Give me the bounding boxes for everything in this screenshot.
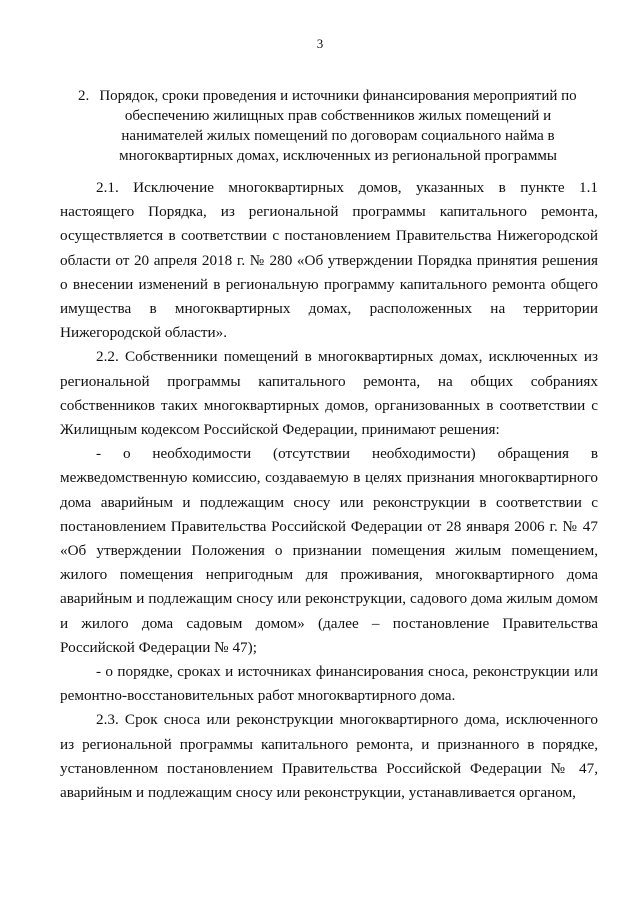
section-title: Порядок, сроки проведения и источники финансирования мероприятий по обеспечению жилищных прав собственников жилых помещений и нанимателей жилых помещений по договорам социального найма в многоквартирных домах, исключенных из региональной программы [99,88,577,164]
paragraph-2-3: 2.3. Срок сноса или реконструкции многоквартирного дома, исключенного из региональной программы капитального ремонта, и признанного в порядке, установленном постановлением Правительства Российской Федерации № 47, аварийным и подлежащим сносу или реконструкции, устанавливается органом, [60,711,598,802]
paragraph-2-1: 2.1. Исключение многоквартирных домов, указанных в пункте 1.1 настоящего Порядка, из региональной программы капитального ремонта, осуществляется в соответствии с постановлением Правительства Нижегородской области от 20 апреля 2018 г. № 280 «Об утверждении Порядка принятия решения о внесении изменений в региональную программу капитального ремонта общего имущества в многоквартирных домах, расположенных на территории Нижегородской области». [60,179,598,342]
list-item-commission: - о необходимости (отсутствии необходимости) обращения в межведомственную комиссию, создаваемую в целях признания многоквартирного дома аварийным и подлежащим сносу или реконструкции в соответствии с постановлением Правительства Российской Федерации от 28 января 2006 г. № 47 «Об утверждении Положения о признании помещения жилым помещением, жилого помещения непригодным для проживания, многоквартирного дома аварийным и подлежащим сносу или реконструкции, садового дома жилым домом и жилого дома садовым домом» (далее – постановление Правительства Российской Федерации № 47); [60,445,598,656]
page-number: 3 [316,36,324,51]
document-body [60,176,598,805]
section-heading [78,86,588,166]
section-number: 2. [78,88,90,104]
paragraph-2-2: 2.2. Собственники помещений в многоквартирных домах, исключенных из региональной программы капитального ремонта, на общих собраниях собственников таких многоквартирных домов, организованных в соответствии с Жилищным кодексом Российской Федерации, принимают решения: [60,348,598,439]
list-item-financing: - о порядке, сроках и источниках финансирования сноса, реконструкции или ремонтно-восстановительных работ многоквартирного дома. [60,663,598,705]
